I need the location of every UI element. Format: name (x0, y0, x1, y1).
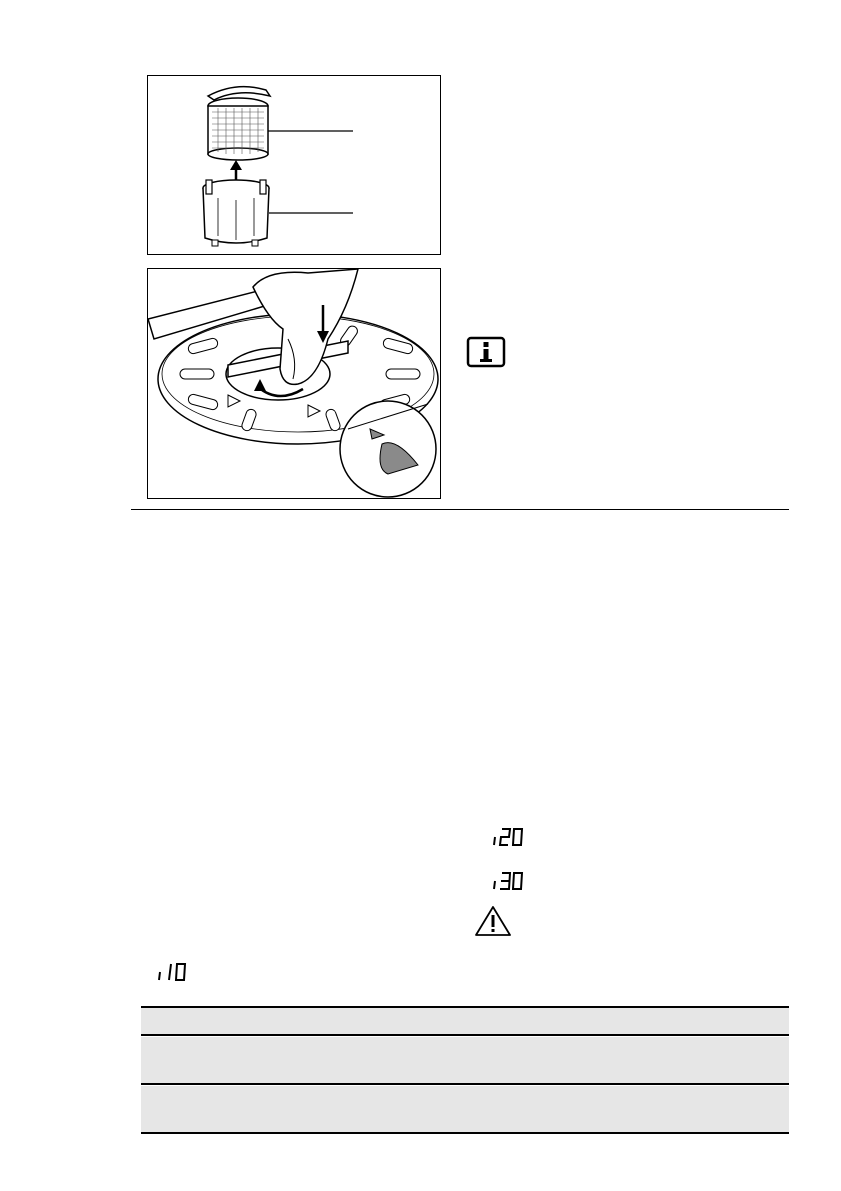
table-row (141, 1037, 789, 1085)
display-readout-10 (157, 962, 191, 982)
info-icon (466, 336, 506, 368)
table-row (141, 1086, 789, 1134)
filter-assembly-figure (147, 75, 441, 255)
filter-parts-illustration (148, 76, 440, 254)
display-readout-30 (492, 871, 526, 891)
table-header (141, 1006, 789, 1036)
filter-install-illustration (148, 269, 440, 498)
display-readout-20 (492, 827, 526, 847)
warning-triangle-icon (474, 905, 512, 937)
drain-filter-figure (147, 268, 441, 499)
section-divider (131, 509, 789, 510)
